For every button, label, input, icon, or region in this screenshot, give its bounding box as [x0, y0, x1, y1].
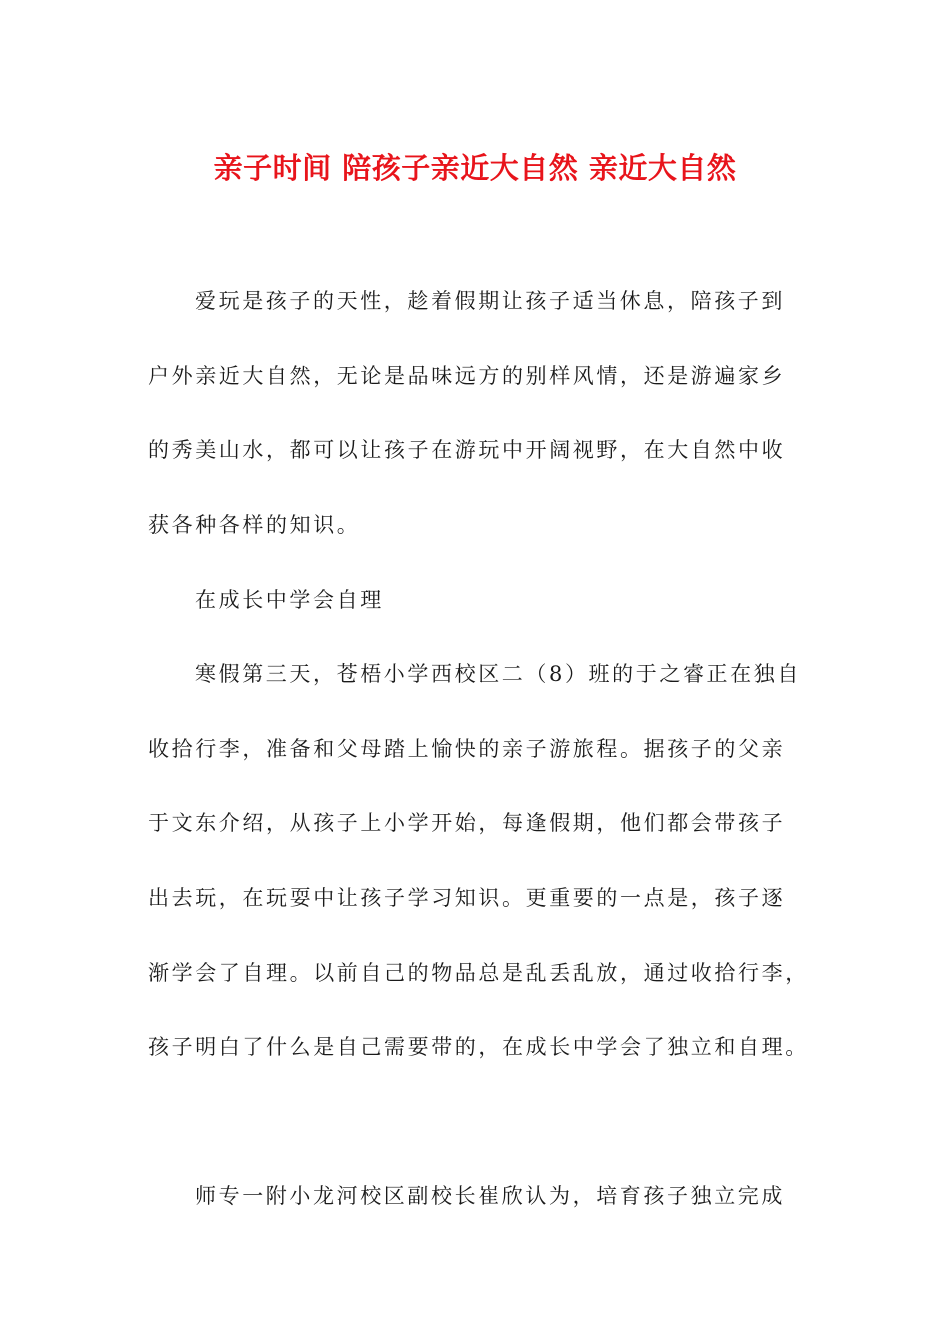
paragraph-line: 收拾行李，准备和父母踏上愉快的亲子游旅程。据孩子的父亲 [148, 737, 786, 761]
paragraph-line: 爱玩是孩子的天性，趁着假期让孩子适当休息，陪孩子到 [195, 289, 785, 313]
paragraph-line: 出去玩，在玩耍中让孩子学习知识。更重要的一点是，孩子逐 [148, 886, 786, 910]
document-title: 亲子时间 陪孩子亲近大自然 亲近大自然 [213, 151, 737, 185]
paragraph-line: 获各种各样的知识。 [148, 513, 361, 537]
paragraph-line: 户外亲近大自然，无论是品味远方的别样风情，还是游遍家乡 [148, 364, 786, 388]
paragraph-line: 孩子明白了什么是自己需要带的，在成长中学会了独立和自理。 [148, 1035, 809, 1059]
paragraph-line: 于文东介绍，从孩子上小学开始，每逢假期，他们都会带孩子 [148, 811, 786, 835]
paragraph-line: 渐学会了自理。以前自己的物品总是乱丢乱放，通过收拾行李， [148, 961, 809, 985]
paragraph-line: 师专一附小龙河校区副校长崔欣认为，培育孩子独立完成 [195, 1184, 785, 1208]
paragraph-line: 寒假第三天，苍梧小学西校区二（8）班的于之睿正在独自 [195, 662, 801, 686]
paragraph-line: 的秀美山水，都可以让孩子在游玩中开阔视野，在大自然中收 [148, 438, 786, 462]
section-heading: 在成长中学会自理 [195, 588, 384, 612]
